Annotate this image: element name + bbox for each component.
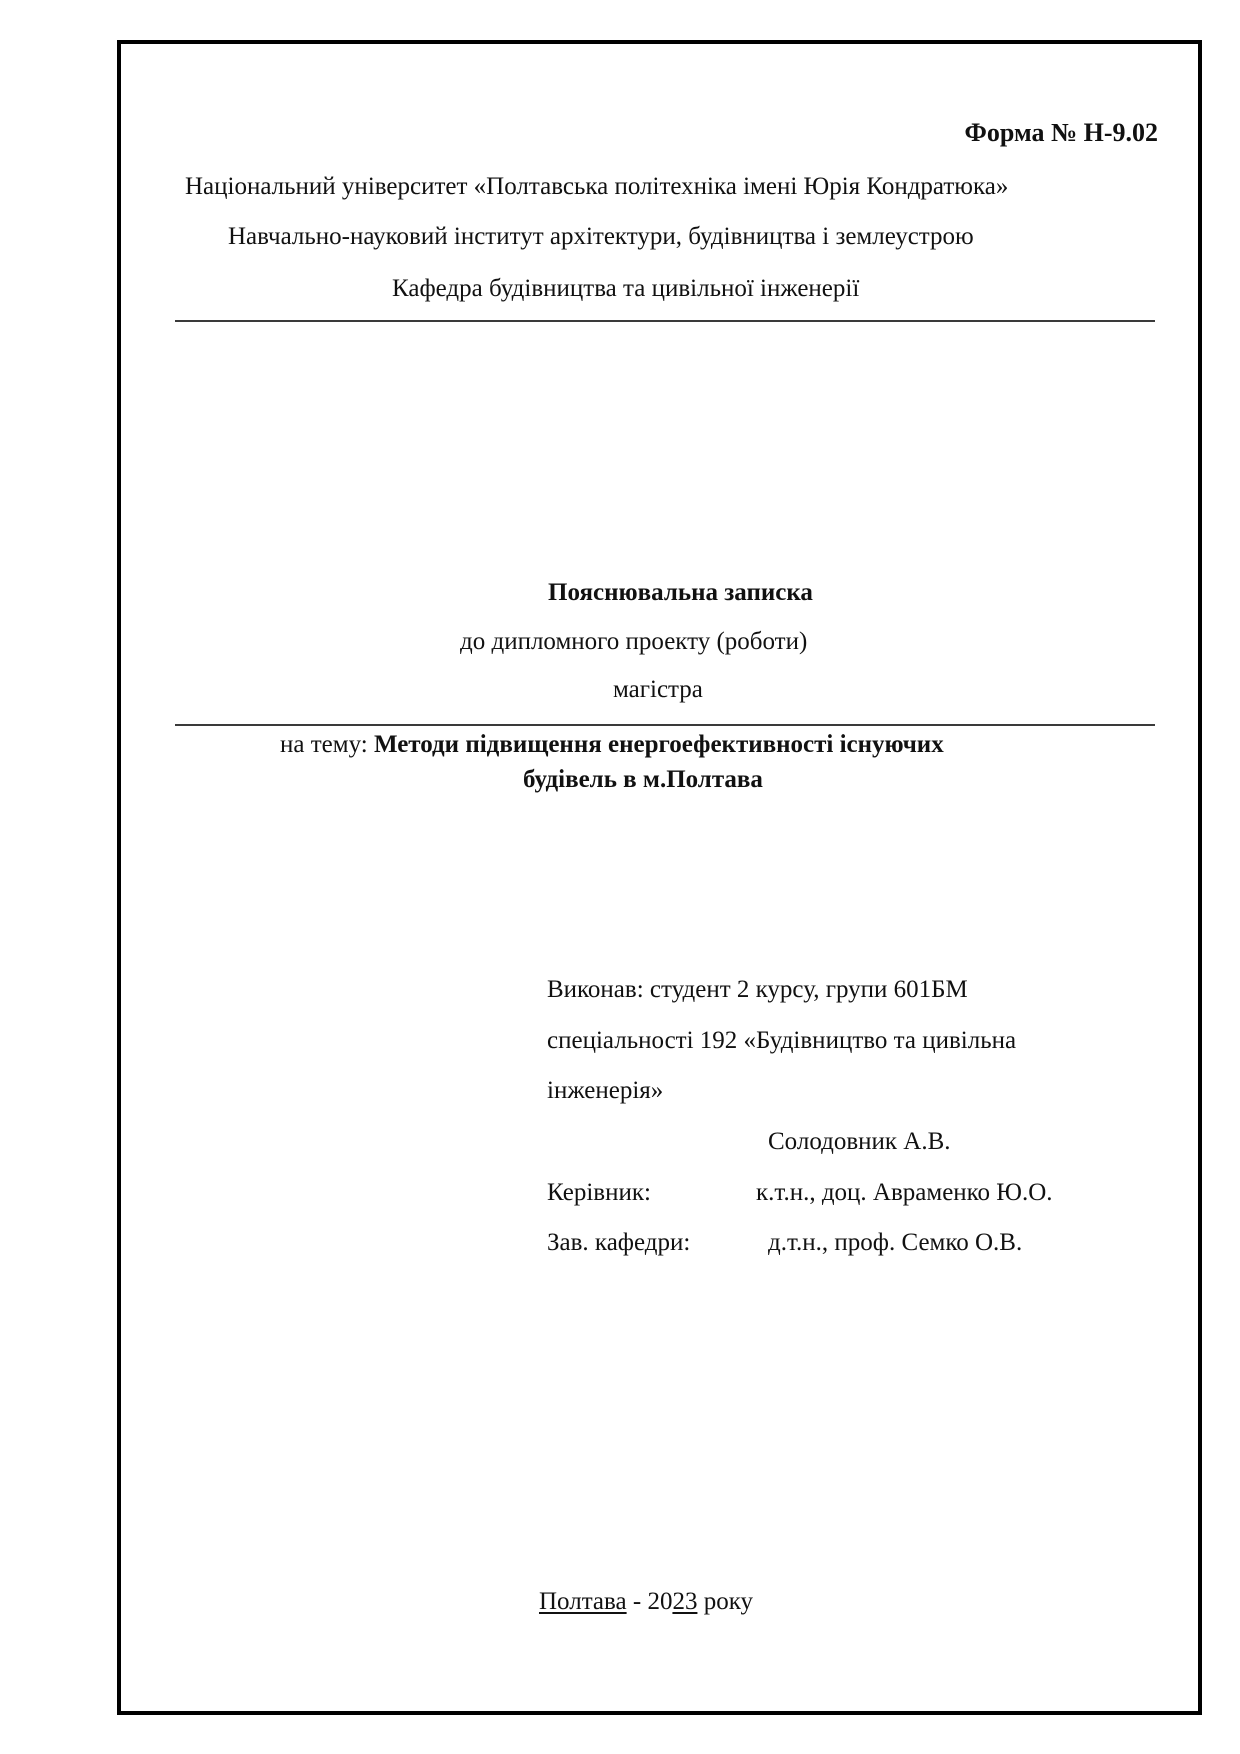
footer-separator: - bbox=[626, 1588, 648, 1615]
footer-year-suffix: 23 bbox=[672, 1588, 698, 1615]
student-name: Солодовник А.В. bbox=[768, 1128, 951, 1155]
footer-city: Полтава bbox=[539, 1588, 627, 1615]
topic-line-1 bbox=[280, 730, 944, 760]
header-divider bbox=[175, 320, 1155, 322]
document-title: Пояснювальна записка bbox=[548, 579, 813, 606]
department-name: Кафедра будівництва та цивільної інженерії bbox=[392, 275, 860, 302]
performed-by-line-1: Виконав: студент 2 курсу, групи 601БМ bbox=[547, 976, 968, 1003]
performed-by-line-2: спеціальності 192 «Будівництво та цивільна bbox=[547, 1027, 1017, 1054]
document-subtitle: до дипломного проекту (роботи) bbox=[460, 628, 808, 655]
footer-word: року bbox=[703, 1588, 753, 1615]
supervisor-value: к.т.н., доц. Авраменко Ю.О. bbox=[756, 1179, 1053, 1206]
performed-by-line-3: інженерія» bbox=[547, 1077, 664, 1104]
department-head-label: Зав. кафедри: bbox=[547, 1229, 691, 1256]
department-head-value: д.т.н., проф. Семко О.В. bbox=[768, 1229, 1023, 1256]
footer-year-prefix: 20 bbox=[647, 1588, 673, 1615]
footer-city-year bbox=[539, 1587, 753, 1617]
degree-level: магістра bbox=[613, 676, 703, 703]
topic-label: на тему: bbox=[280, 731, 374, 758]
institute-name: Навчально-науковий інститут архітектури, будівництва і землеустрою bbox=[228, 223, 974, 250]
university-name: Національний університет «Полтавська політехніка імені Юрія Кондратюка» bbox=[185, 173, 1009, 200]
topic-divider bbox=[175, 724, 1155, 726]
topic-line-2: будівель в м.Полтава bbox=[523, 766, 763, 793]
form-number: Форма № Н-9.02 bbox=[964, 118, 1158, 147]
topic-text-1: Методи підвищення енергоефективності існуючих bbox=[373, 731, 944, 758]
supervisor-label: Керівник: bbox=[547, 1179, 651, 1206]
